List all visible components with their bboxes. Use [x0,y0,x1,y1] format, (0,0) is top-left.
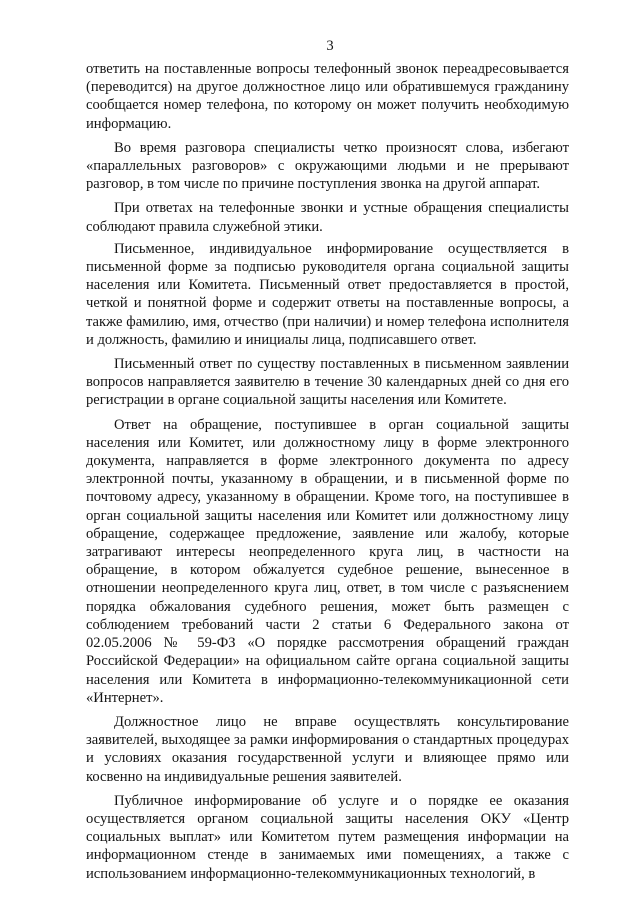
paragraph-call-redirect: ответить на поставленные вопросы телефонный звонок переадресовывается (переводится) на другое должностное лицо или обратившемуся гражданину сообщается номер телефона, по которому он может получить необходимую информацию. [86,61,569,132]
paragraph-written-response-deadline: Письменный ответ по существу поставленных в письменном заявлении вопросов направляется заявителю в течение 30 календарных дней со дня его регистрации в органе социальной защиты населения или Комитете. [86,356,569,409]
paragraph-electronic-response: Ответ на обращение, поступившее в орган социальной защиты населения или Комитет, или должностному лицу в форме электронного документа, направляется в форме электронного документа по адресу электронной почты, указанному в обращении, и в письменной форме по почтовому адресу, указанному в обращении. Кроме того, на поступившее в орган социальной защиты населения или Комитет или должностному лицу обращение, содержащее предложение, заявление или жалобу, которые затрагивают интересы неопределенного круга лиц, в частности на обращение, в котором обжалуется судебное решение, вынесенное в отношении неопределенного круга лиц, ответ, в том числе с разъяснением порядка обжалования судебного решения, может быть размещен с соблюдением требований части 2 статьи 6 Федерального закона от 02.05.2006 № 59-ФЗ «О порядке рассмотрения обращений граждан Российской Федерации» на официальном сайте органа социальной защиты населения или Комитета в информационно-телекоммуникационной сети «Интернет». [86,416,569,706]
document-body [86,60,569,883]
page-number: 3 [326,38,334,54]
paragraph-public-informing: Публичное информирование об услуге и о порядке ее оказания осуществляется органом социальной защиты населения ОКУ «Центр социальных выплат» или Комитетом путем размещения информации на информационном стенде в занимаемых ими помещениях, а также с использованием информационно-телекоммуникационных технологий, в [86,792,569,882]
paragraph-service-ethics: При ответах на телефонные звонки и устные обращения специалисты соблюдают правила служебной этики. [86,200,569,235]
paragraph-conversation-rules: Во время разговора специалисты четко произносят слова, избегают «параллельных разговоров» с окружающими людьми и не прерывают разговор, в том числе по причине поступления звонка на другой аппарат. [86,139,569,193]
paragraph-written-informing: Письменное, индивидуальное информирование осуществляется в письменной форме за подписью руководителя органа социальной защиты населения или Комитета. Письменный ответ предоставляется в простой, четкой и понятной форме и содержит ответы на поставленные вопросы, а также фамилию, имя, отчество (при наличии) и номер телефона исполнителя и должность, фамилию и инициалы лица, подписавшего ответ. [86,240,569,348]
paragraph-consultation-limits: Должностное лицо не вправе осуществлять консультирование заявителей, выходящее за рамки информирования о стандартных процедурах и условиях оказания государственной услуги и влияющее прямо или косвенно на индивидуальные решения заявителей. [86,713,569,785]
